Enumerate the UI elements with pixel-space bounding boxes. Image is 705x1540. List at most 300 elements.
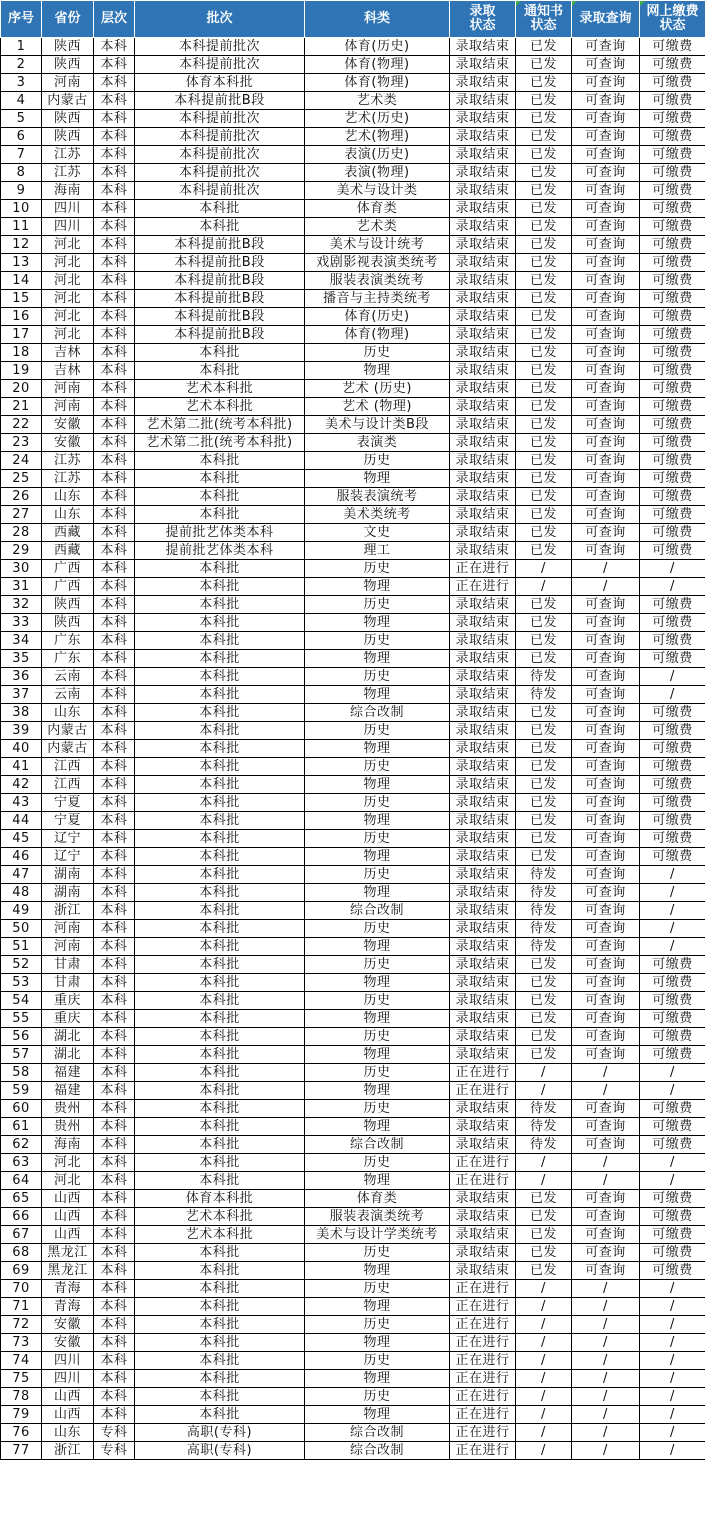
cell-notice-status: 已发 — [516, 830, 572, 848]
cell-level: 本科 — [94, 830, 135, 848]
cell-seq: 63 — [1, 1154, 42, 1172]
table-row — [1, 722, 705, 740]
cell-seq: 4 — [1, 92, 42, 110]
table-row — [1, 326, 705, 344]
cell-payment-status: 可缴费 — [640, 740, 705, 758]
cell-batch: 本科批 — [135, 812, 305, 830]
cell-query-status: 可查询 — [572, 326, 640, 344]
cell-level: 专科 — [94, 1442, 135, 1460]
cell-batch: 本科批 — [135, 794, 305, 812]
cell-subject: 服装表演统考 — [305, 488, 450, 506]
cell-batch: 本科提前批次 — [135, 182, 305, 200]
cell-query-status: 可查询 — [572, 200, 640, 218]
cell-marker-icon — [640, 1, 645, 6]
cell-notice-status: 已发 — [516, 254, 572, 272]
cell-seq: 60 — [1, 1100, 42, 1118]
cell-notice-status: 已发 — [516, 470, 572, 488]
cell-subject: 物理 — [305, 1010, 450, 1028]
cell-subject: 历史 — [305, 1388, 450, 1406]
cell-seq: 46 — [1, 848, 42, 866]
cell-query-status: 可查询 — [572, 794, 640, 812]
cell-seq: 65 — [1, 1190, 42, 1208]
cell-batch: 艺术本科批 — [135, 380, 305, 398]
cell-notice-status: 已发 — [516, 488, 572, 506]
cell-notice-status: / — [516, 1064, 572, 1082]
cell-batch: 本科批 — [135, 1406, 305, 1424]
cell-batch: 本科批 — [135, 938, 305, 956]
header-notice-label: 通知书 状态 — [523, 4, 563, 33]
table-row — [1, 1244, 705, 1262]
cell-batch: 本科提前批B段 — [135, 254, 305, 272]
header-payment-label: 网上缴费 状态 — [646, 4, 699, 33]
cell-province: 云南 — [42, 686, 94, 704]
table-row — [1, 1082, 705, 1100]
table-row — [1, 38, 705, 56]
cell-seq: 29 — [1, 542, 42, 560]
cell-subject: 历史 — [305, 956, 450, 974]
cell-batch: 本科提前批B段 — [135, 272, 305, 290]
cell-batch: 本科批 — [135, 776, 305, 794]
cell-batch: 艺术本科批 — [135, 1208, 305, 1226]
cell-notice-status: 已发 — [516, 164, 572, 182]
cell-subject: 美术与设计类B段 — [305, 416, 450, 434]
table-row — [1, 1352, 705, 1370]
cell-province: 陕西 — [42, 38, 94, 56]
cell-level: 本科 — [94, 56, 135, 74]
cell-seq: 9 — [1, 182, 42, 200]
table-row — [1, 1226, 705, 1244]
cell-level: 本科 — [94, 272, 135, 290]
table-row — [1, 398, 705, 416]
cell-batch: 本科批 — [135, 740, 305, 758]
cell-payment-status: 可缴费 — [640, 776, 705, 794]
cell-admission-status: 录取结束 — [450, 1190, 516, 1208]
cell-notice-status: / — [516, 1406, 572, 1424]
cell-admission-status: 录取结束 — [450, 380, 516, 398]
header-payment-status — [640, 1, 705, 38]
cell-province: 陕西 — [42, 110, 94, 128]
cell-level: 本科 — [94, 776, 135, 794]
cell-payment-status: 可缴费 — [640, 452, 705, 470]
cell-admission-status: 录取结束 — [450, 614, 516, 632]
cell-seq: 76 — [1, 1424, 42, 1442]
cell-province: 四川 — [42, 200, 94, 218]
cell-query-status: 可查询 — [572, 542, 640, 560]
cell-province: 安徽 — [42, 1316, 94, 1334]
cell-query-status: 可查询 — [572, 992, 640, 1010]
cell-notice-status: 已发 — [516, 380, 572, 398]
cell-notice-status: 待发 — [516, 1118, 572, 1136]
cell-notice-status: / — [516, 560, 572, 578]
cell-notice-status: 已发 — [516, 848, 572, 866]
cell-province: 山西 — [42, 1226, 94, 1244]
cell-batch: 本科批 — [135, 956, 305, 974]
cell-subject: 艺术(历史) — [305, 110, 450, 128]
cell-level: 本科 — [94, 326, 135, 344]
cell-notice-status: 已发 — [516, 632, 572, 650]
cell-batch: 本科批 — [135, 1316, 305, 1334]
cell-batch: 本科批 — [135, 992, 305, 1010]
cell-payment-status: 可缴费 — [640, 812, 705, 830]
cell-province: 河南 — [42, 920, 94, 938]
cell-payment-status: 可缴费 — [640, 1010, 705, 1028]
cell-notice-status: 待发 — [516, 668, 572, 686]
cell-batch: 本科批 — [135, 974, 305, 992]
cell-level: 本科 — [94, 344, 135, 362]
cell-notice-status: 已发 — [516, 614, 572, 632]
cell-seq: 51 — [1, 938, 42, 956]
cell-subject: 历史 — [305, 758, 450, 776]
cell-admission-status: 正在进行 — [450, 1442, 516, 1460]
cell-level: 本科 — [94, 74, 135, 92]
cell-payment-status: 可缴费 — [640, 308, 705, 326]
table-row — [1, 272, 705, 290]
cell-seq: 37 — [1, 686, 42, 704]
cell-province: 内蒙古 — [42, 92, 94, 110]
table-row — [1, 1190, 705, 1208]
cell-level: 本科 — [94, 848, 135, 866]
cell-subject: 艺术 (历史) — [305, 380, 450, 398]
cell-notice-status: / — [516, 1316, 572, 1334]
cell-query-status: 可查询 — [572, 362, 640, 380]
cell-level: 本科 — [94, 1244, 135, 1262]
cell-query-status: / — [572, 1298, 640, 1316]
cell-notice-status: 已发 — [516, 218, 572, 236]
cell-batch: 本科批 — [135, 1028, 305, 1046]
cell-query-status: 可查询 — [572, 236, 640, 254]
cell-subject: 体育(物理) — [305, 326, 450, 344]
cell-province: 吉林 — [42, 344, 94, 362]
cell-subject: 艺术 (物理) — [305, 398, 450, 416]
cell-admission-status: 录取结束 — [450, 488, 516, 506]
cell-province: 云南 — [42, 668, 94, 686]
cell-batch: 本科批 — [135, 1064, 305, 1082]
cell-admission-status: 录取结束 — [450, 1046, 516, 1064]
cell-batch: 体育本科批 — [135, 74, 305, 92]
table-row — [1, 992, 705, 1010]
cell-notice-status: 已发 — [516, 110, 572, 128]
cell-notice-status: 已发 — [516, 416, 572, 434]
cell-admission-status: 录取结束 — [450, 632, 516, 650]
cell-payment-status: 可缴费 — [640, 650, 705, 668]
cell-province: 广西 — [42, 560, 94, 578]
cell-query-status: 可查询 — [572, 452, 640, 470]
cell-notice-status: 待发 — [516, 938, 572, 956]
cell-query-status: 可查询 — [572, 1226, 640, 1244]
cell-batch: 本科提前批B段 — [135, 236, 305, 254]
cell-payment-status: / — [640, 686, 705, 704]
table-row — [1, 74, 705, 92]
cell-level: 专科 — [94, 1424, 135, 1442]
cell-notice-status: / — [516, 1334, 572, 1352]
cell-notice-status: 已发 — [516, 128, 572, 146]
cell-subject: 历史 — [305, 1352, 450, 1370]
cell-notice-status: / — [516, 1442, 572, 1460]
cell-payment-status: 可缴费 — [640, 398, 705, 416]
cell-province: 江苏 — [42, 452, 94, 470]
header-row — [1, 1, 705, 38]
cell-payment-status: 可缴费 — [640, 1262, 705, 1280]
cell-level: 本科 — [94, 992, 135, 1010]
cell-admission-status: 录取结束 — [450, 866, 516, 884]
table-row — [1, 614, 705, 632]
table-row — [1, 524, 705, 542]
cell-payment-status: 可缴费 — [640, 1208, 705, 1226]
cell-payment-status: 可缴费 — [640, 200, 705, 218]
cell-level: 本科 — [94, 416, 135, 434]
cell-notice-status: 已发 — [516, 1190, 572, 1208]
table-row — [1, 56, 705, 74]
cell-subject: 物理 — [305, 362, 450, 380]
cell-query-status: 可查询 — [572, 596, 640, 614]
cell-seq: 53 — [1, 974, 42, 992]
table-row — [1, 542, 705, 560]
cell-seq: 69 — [1, 1262, 42, 1280]
cell-admission-status: 录取结束 — [450, 38, 516, 56]
cell-province: 山东 — [42, 506, 94, 524]
cell-seq: 23 — [1, 434, 42, 452]
cell-seq: 18 — [1, 344, 42, 362]
cell-subject: 物理 — [305, 848, 450, 866]
cell-subject: 戏剧影视表演类统考 — [305, 254, 450, 272]
cell-notice-status: / — [516, 1154, 572, 1172]
cell-seq: 62 — [1, 1136, 42, 1154]
cell-admission-status: 录取结束 — [450, 992, 516, 1010]
cell-admission-status: 正在进行 — [450, 1298, 516, 1316]
cell-query-status: / — [572, 1064, 640, 1082]
cell-subject: 表演(物理) — [305, 164, 450, 182]
cell-subject: 物理 — [305, 614, 450, 632]
cell-level: 本科 — [94, 956, 135, 974]
cell-query-status: / — [572, 1388, 640, 1406]
cell-payment-status: 可缴费 — [640, 758, 705, 776]
cell-level: 本科 — [94, 1100, 135, 1118]
cell-province: 黑龙江 — [42, 1262, 94, 1280]
cell-subject: 表演类 — [305, 434, 450, 452]
cell-batch: 本科批 — [135, 1298, 305, 1316]
cell-subject: 物理 — [305, 974, 450, 992]
table-row — [1, 362, 705, 380]
cell-admission-status: 录取结束 — [450, 182, 516, 200]
cell-payment-status: / — [640, 920, 705, 938]
cell-admission-status: 正在进行 — [450, 1424, 516, 1442]
table-row — [1, 632, 705, 650]
cell-level: 本科 — [94, 506, 135, 524]
cell-batch: 本科批 — [135, 704, 305, 722]
cell-payment-status: / — [640, 1172, 705, 1190]
cell-payment-status: 可缴费 — [640, 56, 705, 74]
cell-admission-status: 录取结束 — [450, 434, 516, 452]
cell-level: 本科 — [94, 668, 135, 686]
cell-subject: 物理 — [305, 938, 450, 956]
cell-subject: 服装表演类统考 — [305, 272, 450, 290]
cell-admission-status: 录取结束 — [450, 1262, 516, 1280]
cell-subject: 物理 — [305, 650, 450, 668]
table-row — [1, 902, 705, 920]
cell-marker-icon — [572, 1, 577, 6]
cell-admission-status: 录取结束 — [450, 254, 516, 272]
cell-admission-status: 录取结束 — [450, 848, 516, 866]
cell-seq: 33 — [1, 614, 42, 632]
cell-province: 辽宁 — [42, 830, 94, 848]
cell-notice-status: 已发 — [516, 146, 572, 164]
cell-query-status: / — [572, 1154, 640, 1172]
cell-admission-status: 录取结束 — [450, 1244, 516, 1262]
cell-admission-status: 录取结束 — [450, 974, 516, 992]
cell-level: 本科 — [94, 38, 135, 56]
table-row — [1, 1172, 705, 1190]
cell-level: 本科 — [94, 1280, 135, 1298]
cell-query-status: 可查询 — [572, 308, 640, 326]
cell-admission-status: 录取结束 — [450, 920, 516, 938]
cell-batch: 本科批 — [135, 722, 305, 740]
cell-notice-status: / — [516, 1424, 572, 1442]
table-row — [1, 1262, 705, 1280]
cell-seq: 74 — [1, 1352, 42, 1370]
cell-province: 宁夏 — [42, 794, 94, 812]
cell-subject: 理工 — [305, 542, 450, 560]
cell-province: 辽宁 — [42, 848, 94, 866]
cell-subject: 历史 — [305, 1316, 450, 1334]
cell-admission-status: 录取结束 — [450, 200, 516, 218]
table-row — [1, 830, 705, 848]
cell-payment-status: 可缴费 — [640, 542, 705, 560]
table-row — [1, 578, 705, 596]
cell-province: 湖北 — [42, 1046, 94, 1064]
cell-admission-status: 录取结束 — [450, 1226, 516, 1244]
cell-level: 本科 — [94, 650, 135, 668]
cell-admission-status: 录取结束 — [450, 398, 516, 416]
table-row — [1, 1100, 705, 1118]
cell-level: 本科 — [94, 218, 135, 236]
cell-admission-status: 录取结束 — [450, 128, 516, 146]
cell-query-status: / — [572, 1370, 640, 1388]
cell-marker-icon — [516, 1, 521, 6]
cell-batch: 本科批 — [135, 344, 305, 362]
cell-batch: 本科批 — [135, 560, 305, 578]
cell-payment-status: / — [640, 884, 705, 902]
cell-seq: 12 — [1, 236, 42, 254]
cell-query-status: 可查询 — [572, 488, 640, 506]
cell-subject: 物理 — [305, 812, 450, 830]
cell-seq: 35 — [1, 650, 42, 668]
table-row — [1, 758, 705, 776]
cell-subject: 播音与主持类统考 — [305, 290, 450, 308]
cell-admission-status: 录取结束 — [450, 1208, 516, 1226]
table-row — [1, 1028, 705, 1046]
cell-batch: 本科批 — [135, 1388, 305, 1406]
cell-admission-status: 录取结束 — [450, 1136, 516, 1154]
cell-batch: 提前批艺体类本科 — [135, 542, 305, 560]
cell-admission-status: 录取结束 — [450, 452, 516, 470]
cell-payment-status: 可缴费 — [640, 164, 705, 182]
cell-admission-status: 录取结束 — [450, 542, 516, 560]
cell-batch: 本科批 — [135, 1136, 305, 1154]
cell-subject: 历史 — [305, 560, 450, 578]
cell-subject: 综合改制 — [305, 1442, 450, 1460]
cell-province: 福建 — [42, 1082, 94, 1100]
cell-payment-status: 可缴费 — [640, 218, 705, 236]
cell-admission-status: 录取结束 — [450, 794, 516, 812]
cell-seq: 78 — [1, 1388, 42, 1406]
cell-seq: 59 — [1, 1082, 42, 1100]
cell-notice-status: / — [516, 1298, 572, 1316]
table-row — [1, 452, 705, 470]
table-row — [1, 974, 705, 992]
cell-batch: 本科批 — [135, 596, 305, 614]
cell-seq: 40 — [1, 740, 42, 758]
cell-province: 江西 — [42, 776, 94, 794]
cell-query-status: 可查询 — [572, 128, 640, 146]
cell-admission-status: 正在进行 — [450, 1082, 516, 1100]
cell-notice-status: 已发 — [516, 974, 572, 992]
cell-level: 本科 — [94, 596, 135, 614]
cell-seq: 73 — [1, 1334, 42, 1352]
cell-level: 本科 — [94, 254, 135, 272]
header-admission-query — [572, 1, 640, 38]
cell-admission-status: 录取结束 — [450, 506, 516, 524]
cell-province: 江苏 — [42, 146, 94, 164]
cell-level: 本科 — [94, 812, 135, 830]
cell-province: 湖南 — [42, 866, 94, 884]
cell-query-status: 可查询 — [572, 470, 640, 488]
cell-province: 江西 — [42, 758, 94, 776]
table-row — [1, 1388, 705, 1406]
cell-seq: 36 — [1, 668, 42, 686]
cell-payment-status: 可缴费 — [640, 380, 705, 398]
cell-batch: 本科提前批B段 — [135, 326, 305, 344]
cell-payment-status: 可缴费 — [640, 416, 705, 434]
cell-query-status: 可查询 — [572, 812, 640, 830]
table-row — [1, 956, 705, 974]
cell-batch: 本科批 — [135, 632, 305, 650]
cell-batch: 本科批 — [135, 1280, 305, 1298]
cell-notice-status: 已发 — [516, 506, 572, 524]
cell-query-status: 可查询 — [572, 938, 640, 956]
cell-payment-status: 可缴费 — [640, 974, 705, 992]
cell-level: 本科 — [94, 1316, 135, 1334]
cell-seq: 21 — [1, 398, 42, 416]
header-subject: 科类 — [305, 1, 450, 38]
cell-batch: 本科批 — [135, 1154, 305, 1172]
cell-batch: 本科批 — [135, 1046, 305, 1064]
cell-query-status: 可查询 — [572, 524, 640, 542]
cell-subject: 历史 — [305, 596, 450, 614]
cell-province: 广西 — [42, 578, 94, 596]
cell-province: 重庆 — [42, 1010, 94, 1028]
cell-province: 山东 — [42, 1424, 94, 1442]
cell-admission-status: 正在进行 — [450, 1406, 516, 1424]
cell-batch: 本科批 — [135, 830, 305, 848]
cell-seq: 28 — [1, 524, 42, 542]
table-row — [1, 1424, 705, 1442]
cell-payment-status: 可缴费 — [640, 128, 705, 146]
cell-subject: 物理 — [305, 578, 450, 596]
cell-payment-status: 可缴费 — [640, 632, 705, 650]
cell-notice-status: 已发 — [516, 344, 572, 362]
cell-batch: 本科批 — [135, 902, 305, 920]
cell-seq: 32 — [1, 596, 42, 614]
cell-subject: 体育类 — [305, 1190, 450, 1208]
cell-admission-status: 录取结束 — [450, 686, 516, 704]
cell-level: 本科 — [94, 470, 135, 488]
table-row — [1, 470, 705, 488]
table-row — [1, 1280, 705, 1298]
cell-province: 山东 — [42, 704, 94, 722]
cell-query-status: 可查询 — [572, 164, 640, 182]
cell-province: 广东 — [42, 632, 94, 650]
cell-seq: 26 — [1, 488, 42, 506]
